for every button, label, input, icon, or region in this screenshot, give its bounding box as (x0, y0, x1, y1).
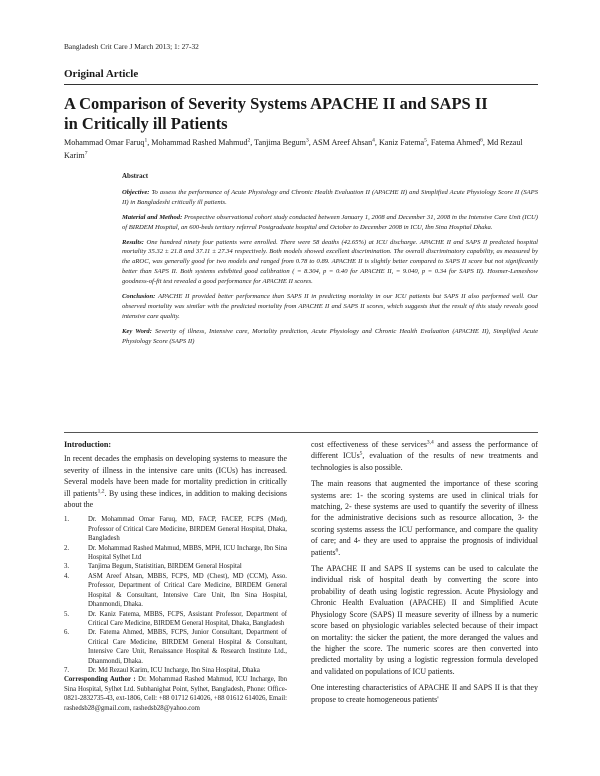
title-line-2: in Critically ill Patients (64, 114, 228, 133)
note-text: ASM Areef Ahsan, MBBS, FCPS, MD (Chest), MD (CCM), Asso. Professor, Department of Critical Care Medicine, BIRDEM General Hospital & Consultant, Intensive Care Unit, Ibn Sina Hospital, Dhanmondi, Dhaka. (88, 572, 287, 609)
body-paragraph-3: The APACHE II and SAPS II systems can be used to calculate the individual risk of hospital death by converting the score into probability of death using logistic regression. Acute Physiology and Chronic Health Evaluation (APACHE) II and Simplified Acute Physiology Score (SAPS) II measure severity of illness by a numeric score based on physiologic variables selected because of their impact on mortality: the sicker the patient, the more deranged the values and the higher the score. The numeric scores are then converted into predicted mortality by using a logistic regression formula developed and validated on populations of ICU patients. (311, 564, 538, 676)
left-column (64, 439, 287, 713)
note-number: 3. (64, 563, 70, 571)
author-name: Mohammad Omar Faruq (64, 138, 145, 147)
note-text: Tanjima Begum, Statistitian, BIRDEM General Hospital (88, 563, 242, 571)
affiliation-note (64, 666, 287, 675)
body-paragraph-4: One interesting characteristics of APACHE II and SAPS II is that they propose to create homogeneous patients' (311, 683, 538, 704)
author-name: Mohammad Rashed Mahmud (151, 138, 248, 147)
abstract-box (122, 172, 538, 352)
author-affiliation-number: 6 (480, 137, 483, 144)
abstract-keywords: Key Word: Severity of illness, Intensive care, Mortality prediction, Acute Physiology and Chronic Health Evaluation (APACHE II), Simplified Acute Physiology Score (SAPS II) (122, 327, 538, 345)
author-name: Kaniz Fatema (378, 138, 425, 147)
intro-heading: Introduction: (64, 440, 112, 449)
author-name: Fatema Ahmed (430, 138, 481, 147)
note-text: Dr. Fatema Ahmed, MBBS, FCPS, Junior Consultant, Department of Critical Care Medicine, BIRDEM General Hospital & Consultant, Intensive Care Unit, Renaissance Hospital & Research Institute Ltd., Dhanmondi, Dhaka. (88, 629, 287, 665)
note-number: 6. (64, 629, 70, 637)
right-column (311, 439, 538, 710)
author-name: Tanjima Begum (254, 138, 306, 147)
author-affiliation-number: 4 (372, 137, 375, 144)
affiliation-note (64, 515, 287, 543)
article-title (64, 94, 544, 134)
intro-paragraph: In recent decades the emphasis on developing systems to measure the severity of illness in the intensive care units (ICUs) has increased. Several models have been made for mortality prediction in critically ill patients$^{1,2}$. By using these indices, in addition to making decisions about the (64, 454, 287, 510)
journal-citation: Bangladesh Crit Care J March 2013; 1: 27-32 (64, 42, 199, 51)
affiliation-note (64, 572, 287, 610)
affiliation-notes (64, 515, 287, 675)
note-text: Dr. Kaniz Fatema, MBBS, FCPS, Assistant Professor, Department of Critical Care Medicine, BIRDEM General Hospital, Dhaka, Bangladesh (88, 610, 287, 627)
body-paragraph-2: The main reasons that augmented the importance of these scoring systems are: 1- the scoring systems are used in clinical trials for matching, 2- these systems are used to quantify the severity of illness for the administrative decisions such as resource allocation, 3- the scoring systems assess the ICU performance, and compare the quality of care; and 4- they are used to appraise the prognosis of individual patients$^6$. (311, 479, 538, 557)
author-affiliation-number: 2 (247, 137, 251, 144)
abstract-methods: Material and Method: Prospective observational cohort study conducted between January 1, 2008 and December 31, 2008 in the Intensive Care Unit (ICU) of BIRDEM Hospital, an 600-beds tertiary referral Postgraduate hospital and October to December 2008 in ICU, Ibn Sina Hospital Dhaka. (122, 213, 538, 231)
author-affiliation-number: 5 (424, 137, 427, 144)
section-label: Original Article (64, 68, 139, 80)
author-affiliation-number: 1 (144, 137, 148, 144)
note-number: 2. (64, 544, 70, 552)
corresponding-author: Corresponding Author : Dr. Mohammad Rashed Mahmud, ICU Incharge, Ibn Sina Hospital, Sylhet Ltd. Subhanighat Point, Sylhet, Bangladesh, Phone: Office- 0821-2832735-43, ext-1806, Cell: +88 01712 614026, +88 01612 614026, Email: rashedsb28@gmail.com, rashedsb28@yahoo.com (64, 676, 288, 712)
author-name: ASM Areef Ahsan (312, 138, 373, 147)
abstract-divider (64, 432, 538, 433)
note-number: 7. (64, 666, 70, 674)
affiliation-note (64, 544, 287, 563)
affiliation-note (64, 628, 287, 666)
author-list: Mohammad Omar Faruq$^1$, Mohammad Rashed Mahmud$^2$, Tanjima Begum$^3$, ASM Areef Ahsan$^4$, Kaniz Fatema$^5$, Fatema Ahmed$^6$, Md Rezaul Karim$^7$ (64, 137, 523, 160)
affiliation-note (64, 610, 287, 629)
author-name: Md Rezaul Karim (64, 138, 523, 160)
note-number: 4. (64, 572, 70, 580)
abstract-conclusion: Conclusion: APACHE II provided better performance than SAPS II in predicting mortality in our ICU patients but SAPS II also performed well. Our observed mortality was similar with the predicted mortality from APACHE II and SAPS II scores, which suggests that the result of this study reveals good intensive care quality. (122, 293, 539, 320)
note-text: Dr. Md Rezaul Karim, ICU Incharge, Ibn Sina Hospital, Dhaka (88, 666, 260, 674)
note-text: Dr. Mohammad Rashed Mahmud, MBBS, MPH, ICU Incharge, Ibn Sina Hospital Sylhet Ltd (88, 544, 287, 562)
body-paragraph-1: cost effectiveness of these services$^{3,4}$ and assess the performance of different ICUs$^5$, evaluation of the results of new treatments and technologies is also possible. (311, 439, 539, 472)
header-rule (64, 84, 538, 85)
abstract-results: Results: One hundred ninety four patients were enrolled. There were 58 deaths (42.65%) at ICU discharge. APACHE II and SAPS II predicted hospital mortality 35.32 ± 21.8 and 37.11 ± 27.34 respectively. Both models showed excellent discrimination. The overall discriminatory capability, as measured by the aROC, was generally good for two models and ranged from 0.78 to 0.89. APACHE II is slightly better compared to SAPS II score but not significantly better than SAPS II. Both systems exhibited good calibration ( = 8.304, p = 0.40 for APACHE II, = 9.040, p = 0.34 for SAPS II). Hosmer-Lemeshow goodness-of-fit test revealed a good performance for APACHE II scores. (122, 238, 538, 286)
note-number: 1. (64, 516, 70, 524)
abstract-objective: Objective: To assess the performance of Acute Physiology and Chronic Health Evaluation II (APACHE II) and Simplified Acute Physiology Score II (SAPS II) in Bangladeshi critically ill patients. (122, 188, 538, 206)
title-line-1: A Comparison of Severity Systems APACHE II and SAPS II (64, 94, 488, 113)
abstract-heading: Abstract (122, 172, 149, 180)
affiliation-note (64, 562, 287, 571)
note-text: Dr. Mohammad Omar Faruq, MD, FACP, FACEP, FCPS (Med), Professor of Critical Care Medicine, BIRDEM General Hospital, Dhaka, Bangladesh (88, 516, 287, 543)
author-affiliation-number: 7 (84, 150, 88, 157)
note-number: 5. (64, 610, 70, 618)
author-affiliation-number: 3 (305, 137, 309, 144)
